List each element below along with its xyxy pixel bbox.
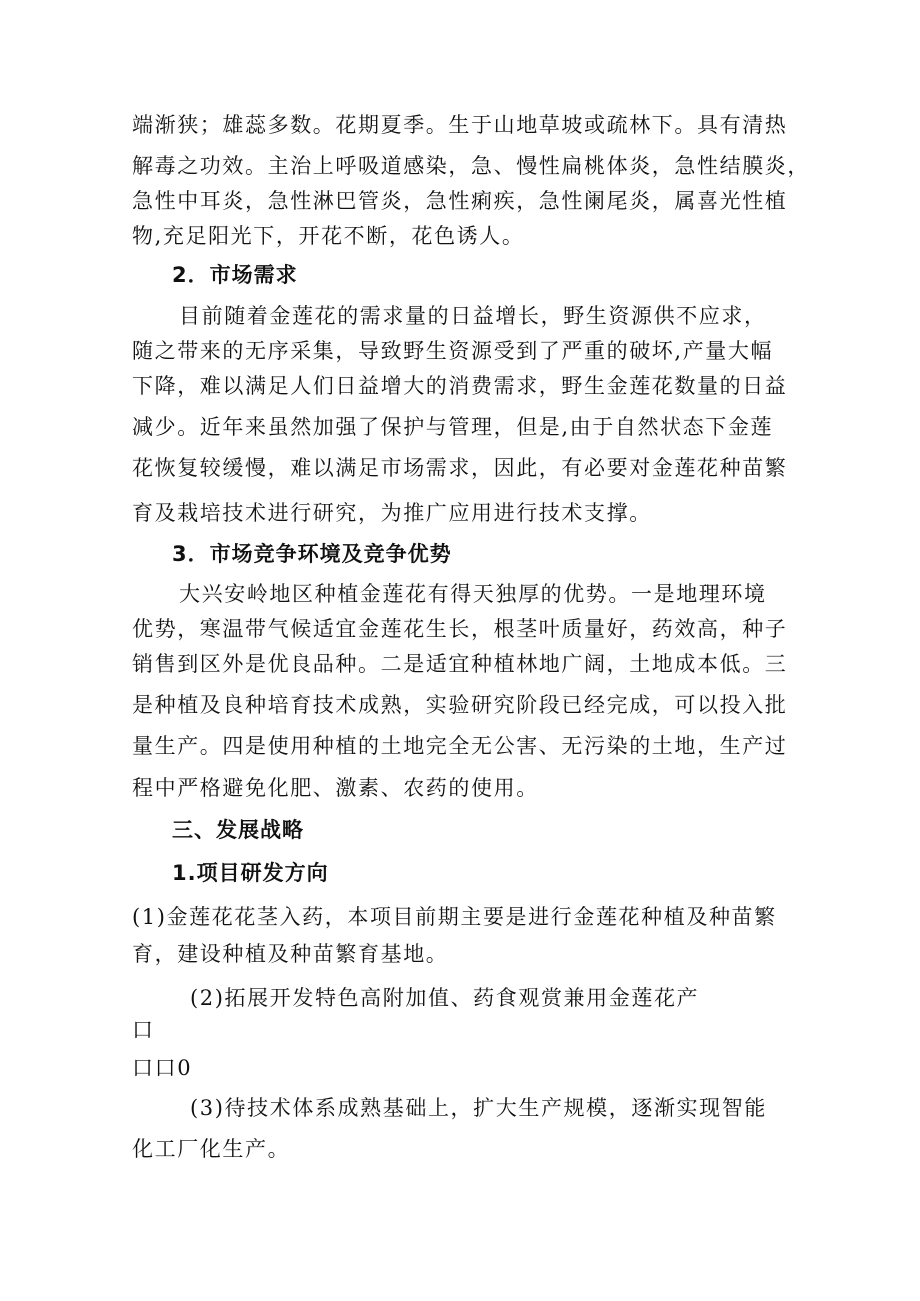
text-line: 下降，难以满足人们日益增大的消费需求，野生金莲花数量的日益 (132, 374, 788, 398)
chapter-heading: 三、发展战略 (172, 818, 304, 842)
text-line: 程中严格避免化肥、激素、农药的使用。 (132, 776, 539, 800)
text-line: 销售到区外是优良品种。二是适宜种植林地广阔，土地成本低。三 (132, 652, 788, 676)
text-line: 育及栽培技术进行研究，为推广应用进行技术支撑。 (132, 501, 652, 525)
text-line: 物,充足阳光下，开花不断，花色诱人。 (132, 224, 525, 248)
text-line: 急性中耳炎，急性淋巴管炎，急性痢疾，急性阑尾炎，属喜光性植 (132, 189, 788, 213)
section-heading: 3．市场竞争环境及竞争优势 (172, 542, 452, 566)
section-heading: 2．市场需求 (172, 263, 298, 287)
text-line: 是种植及良种培育技术成熟，实验研究阶段已经完成，可以投入批 (132, 693, 788, 717)
text-line: 随之带来的无序采集，导致野生资源受到了严重的破坏,产量大幅 (132, 339, 774, 363)
text-line: 化工厂化生产。 (132, 1137, 291, 1161)
text-line: 口口0 (132, 1056, 193, 1080)
text-line: 解毒之功效。主治上呼吸道感染，急、慢性扁桃体炎，急性结膜炎， (132, 154, 810, 178)
text-line: 端渐狭；雄蕊多数。花期夏季。生于山地草坡或疏林下。具有清热 (132, 113, 788, 137)
text-line: 育，建设种植及种苗繁育基地。 (132, 942, 449, 966)
text-line: (3)待技术体系成熟基础上，扩大生产规模，逐渐实现智能 (190, 1096, 767, 1120)
text-line: 优势，寒温带气候适宜金莲花生长，根茎叶质量好，药效高，种子 (132, 617, 788, 641)
text-line: 量生产。四是使用种植的土地完全无公害、无污染的土地，生产过 (132, 734, 788, 758)
text-line: 目前随着金莲花的需求量的日益增长，野生资源供不应求， (179, 304, 767, 328)
text-line: 口 (132, 1018, 155, 1042)
text-line: 减少。近年来虽然加强了保护与管理，但是,由于自然状态下金莲 (132, 415, 774, 439)
text-line: 花恢复较缓慢，难以满足市场需求，因此，有必要对金莲花种苗繁 (132, 456, 788, 480)
subsection-heading: 1.项目研发方向 (172, 861, 329, 885)
text-line: (1)金莲花花茎入药，本项目前期主要是进行金莲花种植及种苗繁 (132, 905, 777, 929)
text-line: 大兴安岭地区种植金莲花有得天独厚的优势。一是地理环境 (179, 582, 767, 606)
text-line: (2)拓展开发特色高附加值、药食观赏兼用金莲花产 (190, 986, 700, 1010)
